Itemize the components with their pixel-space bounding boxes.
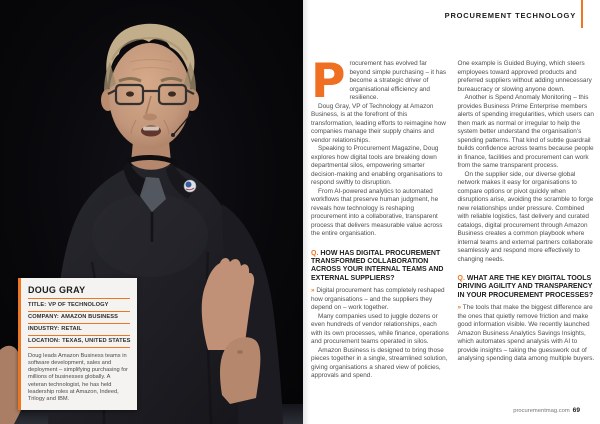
article-paragraph: Doug Gray, VP of Technology at Amazon Business, is at the forefront of this transformation, leading efforts to reimagine how companies manage their supply chains and vendor relationships. [311,102,446,144]
article-columns [311,54,596,381]
article-paragraph [311,54,450,109]
profile-field-location [28,338,130,348]
article-paragraph: One example is Guided Buying, which steers employees toward approved products and preferred suppliers without adding unnecessary bureaucracy or slowing anyone down. [457,60,592,93]
paragraph-text: Digital procurement has completely reshaped how organisations – and the suppliers they depend on – work together. [311,287,445,312]
drop-cap: P [311,54,346,109]
profile-field-label: INDUSTRY: [28,326,60,332]
profile-field-title [28,302,130,312]
paragraph-text: The tools that make the biggest difference are the ones that quietly remove friction and make good information visible. We recently launched Amazon Business Analytics Savings Insights, which automates spend analysis with AI to provide insights – taking the guesswork out of analysing spending data among multiple buyers. [457,304,595,363]
profile-bio: Doug leads Amazon Business teams in software development, sales and deployment – simplifying purchasing for millions of businesses globally. A veteran technologist, he has held leadership roles at Amazon, Indeed, Trilogy and IBM. [28,352,128,403]
section-kicker: PROCUREMENT TECHNOLOGY [444,11,576,20]
question-text: HOW HAS DIGITAL PROCUREMENT TRANSFORMED COLLABORATION ACROSS YOUR INTERNAL TEAMS AND EXTERNAL SUPPLIERS? [311,249,444,282]
article-paragraph: On the supplier side, our diverse global network makes it easy for organisations to compare options or pivot quickly when disruptions arise, avoiding the scramble to forge new relationships under pressure. Combined with reliable logistics, fast delivery and curated catalogs, digital procurement through Amazon Business creates a common playbook where internal teams and external partners collaborate seamlessly and respond more effectively to changing needs. [457,170,594,263]
page-footer [513,407,580,414]
profile-field-label: TITLE: [28,302,47,308]
profile-card [18,278,137,410]
profile-field-label: LOCATION: [28,338,61,344]
question-prefix: Q. [311,249,319,257]
mouth [141,126,161,137]
profile-field-company [28,314,130,324]
page-number: 69 [572,407,580,414]
profile-field-industry [28,326,130,336]
profile-field-value: RETAIL [61,326,82,332]
article-paragraph: From AI-powered analytics to automated workflows that preserve human judgment, he reveals how technology is reshaping procurement into a collaborative, transparent process that delivers measurable value across the entire organisation. [311,187,443,237]
profile-name: DOUG GRAY [28,285,130,299]
article-paragraph: Amazon Business is designed to bring those pieces together in a single, streamlined solution, giving organisations a shared view of policies, approvals and spend. [311,346,448,380]
answer-marker: » [457,304,462,312]
site-url[interactable]: procurementmag.com [513,408,570,414]
article-paragraph [311,287,450,313]
article-paragraph: Another is Spend Anomaly Monitoring – this provides Business Prime Enterprise members alerts of spending irregularities, which users can then mark as normal or irregular to help the system better understand the organisation's spending patterns. That kind of subtle guardrail builds confidence across teams because people in finance, facilities and procurement can work from the same transparent process. [457,94,594,169]
kicker-rule [581,0,583,28]
article-paragraph [458,304,597,364]
article-paragraph: Many companies used to juggle dozens or even hundreds of vendor relationships, each with its own processes, while finance, operations and procurement teams operated in silos. [311,312,449,346]
article-paragraph: Speaking to Procurement Magazine, Doug explores how digital tools are breaking down departmental silos, empowering smarter decision-making and enabling organisations to respond swiftly to disruption. [311,145,443,186]
profile-field-value: TEXAS, UNITED STATES [62,338,131,344]
lapel-pin [184,180,196,192]
article-page [303,0,600,424]
paragraph-text: rocurement has evolved far beyond simple purchasing – it has become a strategic driver of organisational efficiency and resilience. [349,60,447,101]
answer-marker: » [311,287,315,295]
article-column-2 [458,60,597,381]
question-heading-1 [311,250,450,284]
profile-field-label: COMPANY: [28,314,59,320]
eyes [126,91,134,96]
question-prefix: Q. [457,275,465,282]
profile-field-value: VP OF TECHNOLOGY [48,302,109,308]
profile-field-value: AMAZON BUSINESS [60,314,119,320]
question-text: WHAT ARE THE KEY DIGITAL TOOLS DRIVING AGILITY AND TRANSPARENCY IN YOUR PROCUREMENT PROCESSES? [457,275,594,299]
question-heading-2 [458,275,597,300]
page-gutter-shadow [303,0,310,424]
article-column-1 [311,54,450,381]
